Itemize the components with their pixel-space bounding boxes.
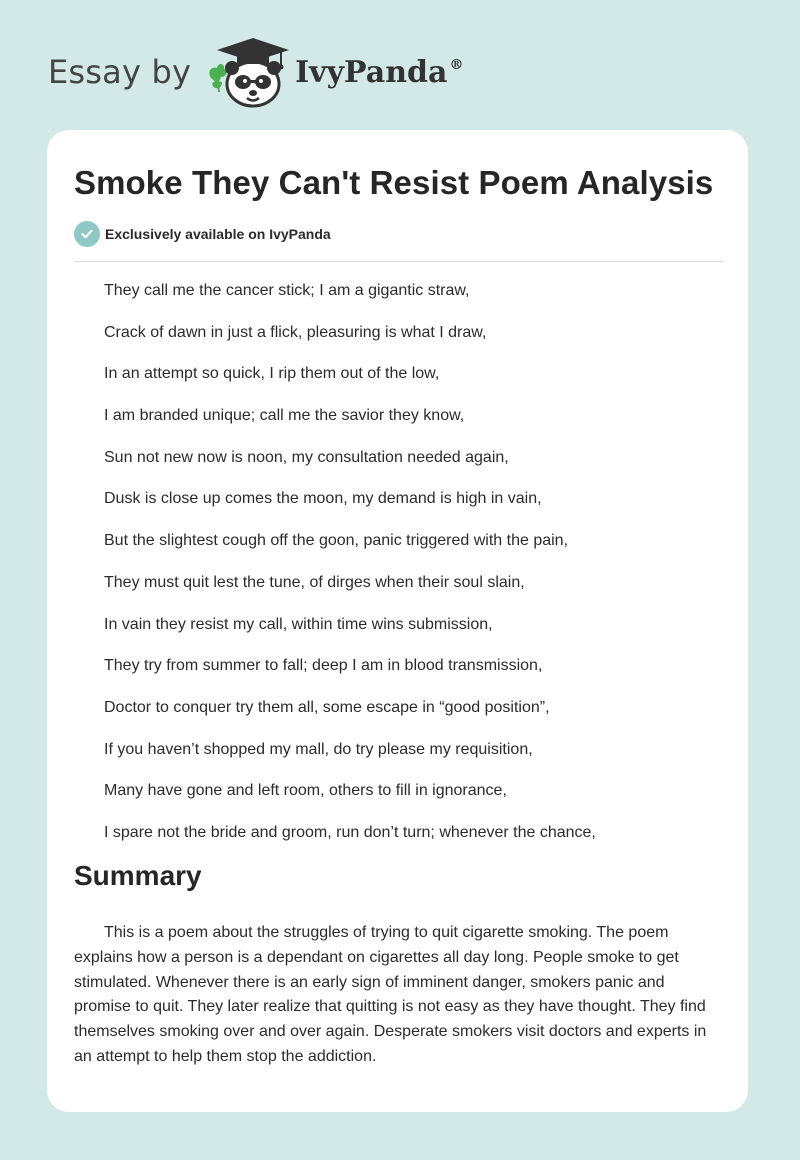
poem-line: Crack of dawn in just a flick, pleasuring is what I draw, [104, 323, 487, 341]
essay-by-label: Essay by [48, 53, 192, 91]
registered-mark: ® [449, 56, 464, 73]
poem-line: Many have gone and left room, others to fill in ignorance, [104, 782, 507, 800]
poem-line: In an attempt so quick, I rip them out of the low, [104, 365, 440, 383]
site-header [48, 34, 463, 110]
article-card [47, 130, 748, 1112]
title-divider [74, 261, 723, 262]
panda-graduate-icon [205, 34, 289, 110]
exclusive-badge [74, 221, 331, 247]
brand-label: IvyPanda [295, 54, 448, 90]
summary-heading: Summary [74, 860, 202, 891]
poem-line: Dusk is close up comes the moon, my demand is high in vain, [104, 490, 542, 508]
poem-line: But the slightest cough off the goon, panic triggered with the pain, [104, 532, 569, 550]
poem-line: They must quit lest the tune, of dirges when their soul slain, [104, 573, 525, 591]
poem-line: I spare not the bride and groom, run don’t turn; whenever the chance, [104, 823, 596, 841]
poem-line: In vain they resist my call, within time wins submission, [104, 615, 493, 633]
poem-line: Doctor to conquer try them all, some escape in “good position”, [104, 698, 550, 716]
page-title: Smoke They Can't Resist Poem Analysis [74, 164, 714, 201]
poem [104, 280, 596, 864]
check-icon [74, 221, 100, 247]
exclusive-label: Exclusively available on IvyPanda [105, 226, 331, 242]
poem-line: I am branded unique; call me the savior they know, [104, 407, 465, 425]
poem-line: Sun not new now is noon, my consultation needed again, [104, 448, 509, 466]
poem-line: They try from summer to fall; deep I am in blood transmission, [104, 657, 543, 675]
summary-paragraph: This is a poem about the struggles of trying to quit cigarette smoking. The poem explains how a person is a dependant on cigarettes all day long. People smoke to get stimulated. Whenever there is an early sign of imminent danger, smokers panic and promise to quit. They later realize that quitting is not easy as they have thought. They find themselves smoking over and over again. Desperate smokers visit doctors and experts in an attempt to help them stop the addiction. [74, 924, 707, 1065]
poem-line: If you haven’t shopped my mall, do try please my requisition, [104, 740, 533, 758]
brand-name [295, 55, 463, 90]
poem-line: They call me the cancer stick; I am a gigantic straw, [104, 282, 470, 299]
